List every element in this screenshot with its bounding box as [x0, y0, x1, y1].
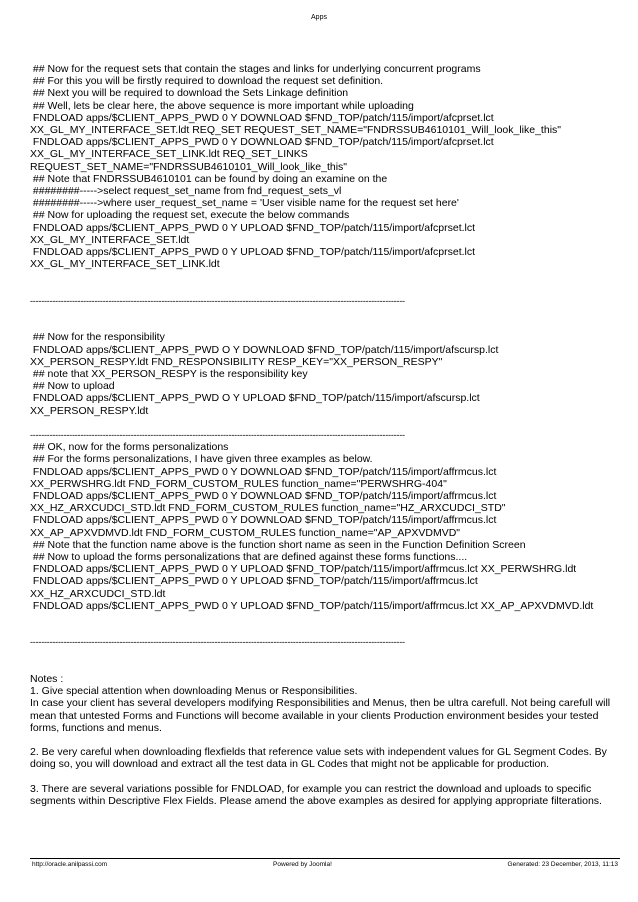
notes-heading: Notes : [30, 672, 64, 685]
code-line: FNDLOAD apps/$CLIENT_APPS_PWD 0 Y DOWNLOAD $FND_TOP/patch/115/import/affrmcus.lct [30, 514, 497, 527]
page-footer [30, 858, 620, 879]
separator: -------------------------------------------------------------------------------------------------------------------------------------- [30, 430, 405, 440]
code-line: ## Note that FNDRSSUB4610101 can be found by doing an examine on the [30, 172, 388, 185]
footer-generated: Generated: 23 December, 2013, 11:13 [507, 861, 618, 868]
separator: -------------------------------------------------------------------------------------------------------------------------------------- [30, 295, 405, 306]
code-line: XX_GL_MY_INTERFACE_SET_LINK.ldt [30, 258, 220, 271]
code-line: FNDLOAD apps/$CLIENT_APPS_PWD 0 Y DOWNLOAD $FND_TOP/patch/115/import/affrmcus.lct [30, 465, 497, 478]
code-line: XX_HZ_ARXCUDCI_STD.ldt FND_FORM_CUSTOM_RULES function_name="HZ_ARXCUDCI_STD" [30, 502, 506, 515]
code-line: XX_HZ_ARXCUDCI_STD.ldt [30, 587, 166, 600]
forms-section [30, 441, 620, 612]
request-sets-section [30, 63, 620, 270]
code-line: XX_PERWSHRG.ldt FND_FORM_CUSTOM_RULES function_name="PERWSHRG-404" [30, 477, 447, 490]
code-line: XX_GL_MY_INTERFACE_SET.ldt [30, 233, 190, 246]
code-line: XX_AP_APXVDMVD.ldt FND_FORM_CUSTOM_RULES function_name="AP_APXVDMVD" [30, 526, 461, 539]
separator: -------------------------------------------------------------------------------------------------------------------------------------- [30, 637, 405, 648]
code-line: ## Now for uploading the request set, execute the below commands [30, 209, 350, 222]
code-line: FNDLOAD apps/$CLIENT_APPS_PWD 0 Y UPLOAD $FND_TOP/patch/115/import/affrmcus.lct [30, 575, 478, 588]
page-header: Apps [311, 14, 327, 21]
code-line: XX_GL_MY_INTERFACE_SET_LINK.ldt REQ_SET_LINKS [30, 148, 308, 161]
footer-url: http://oracle.anilpassi.com [32, 861, 108, 868]
code-line: FNDLOAD apps/$CLIENT_APPS_PWD 0 Y UPLOAD $FND_TOP/patch/115/import/affrmcus.lct XX_AP_APXVDMVD.ldt [30, 599, 594, 612]
code-line: ## Next you will be required to download the Sets Linkage definition [30, 87, 349, 100]
code-line: ## Now for the request sets that contain the stages and links for underlying concurrent programs [30, 63, 481, 75]
code-line: FNDLOAD apps/$CLIENT_APPS_PWD 0 Y UPLOAD $FND_TOP/patch/115/import/afcprset.lct [30, 221, 476, 234]
code-line: ## For the forms personalizations, I have given three examples as below. [30, 453, 373, 466]
note-2: 2. Be very careful when downloading flexfields that reference value sets with independent values for GL Segment Codes. By doing so, you will download and extract all the test data in GL Codes that might not be applicable for production. [30, 746, 607, 771]
code-line: FNDLOAD apps/$CLIENT_APPS_PWD 0 Y UPLOAD $FND_TOP/patch/115/import/affrmcus.lct XX_PERWSHRG.ldt [30, 563, 577, 576]
code-line: ## Note that the function name above is the function short name as seen in the Function Definition Screen [30, 538, 526, 551]
code-line: XX_PERSON_RESPY.ldt [30, 404, 149, 417]
note-1-title: 1. Give special attention when downloading Menus or Responsibilities. [30, 685, 358, 698]
code-line: ## note that XX_PERSON_RESPY is the responsibility key [30, 368, 308, 380]
code-line: FNDLOAD apps/$CLIENT_APPS_PWD 0 Y DOWNLOAD $FND_TOP/patch/115/import/affrmcus.lct [30, 490, 497, 502]
note-1-body: In case your client has several developers modifying Responsibilities and Menus, then be ultra carefull. Not being carefull will mean that untested Forms and Functions will become available in your clients Production environment besides your tested forms, functions and menus. [30, 697, 611, 734]
code-line: ## For this you will be firstly required to download the request set definition. [30, 75, 384, 88]
footer-powered: Powered by Joomla! [273, 861, 332, 868]
code-line: ## Well, lets be clear here, the above sequence is more important while uploading [30, 99, 414, 112]
code-line: ## Now for the responsibility [30, 331, 165, 344]
code-line: XX_GL_MY_INTERFACE_SET.ldt REQ_SET REQUEST_SET_NAME="FNDRSSUB4610101_Will_look_like_this" [30, 124, 562, 137]
code-line: FNDLOAD apps/$CLIENT_APPS_PWD 0 Y UPLOAD $FND_TOP/patch/115/import/afcprset.lct [30, 246, 476, 259]
code-line: XX_PERSON_RESPY.ldt FND_RESPONSIBILITY RESP_KEY="XX_PERSON_RESPY" [30, 355, 443, 368]
code-line: ## OK, now for the forms personalizations [30, 441, 229, 454]
responsibility-section [30, 331, 620, 416]
code-line: ########----->select request_set_name from fnd_request_sets_vl [30, 185, 342, 198]
code-line: FNDLOAD apps/$CLIENT_APPS_PWD O Y DOWNLOAD $FND_TOP/patch/115/import/afscursp.lct [30, 343, 499, 356]
code-line: ## Now to upload the forms personalizations that are defined against these forms functions.... [30, 551, 468, 564]
code-line: FNDLOAD apps/$CLIENT_APPS_PWD O Y UPLOAD $FND_TOP/patch/115/import/afscursp.lct [30, 392, 480, 405]
code-line: ########----->where user_request_set_name = 'User visible name for the request set here' [30, 197, 459, 210]
document-body [30, 63, 620, 807]
notes-section [30, 673, 620, 807]
code-line: ## Now to upload [30, 380, 115, 393]
code-line: FNDLOAD apps/$CLIENT_APPS_PWD 0 Y DOWNLOAD $FND_TOP/patch/115/import/afcprset.lct [30, 111, 494, 124]
code-line: REQUEST_SET_NAME="FNDRSSUB4610101_Will_look_like_this" [30, 160, 348, 173]
code-line: FNDLOAD apps/$CLIENT_APPS_PWD 0 Y DOWNLOAD $FND_TOP/patch/115/import/afcprset.lct [30, 136, 494, 149]
note-3: 3. There are several variations possible for FNDLOAD, for example you can restrict the download and uploads to specific segments within Descriptive Flex Fields. Please amend the above examples as desired for applying appropriate filterations. [30, 782, 602, 807]
